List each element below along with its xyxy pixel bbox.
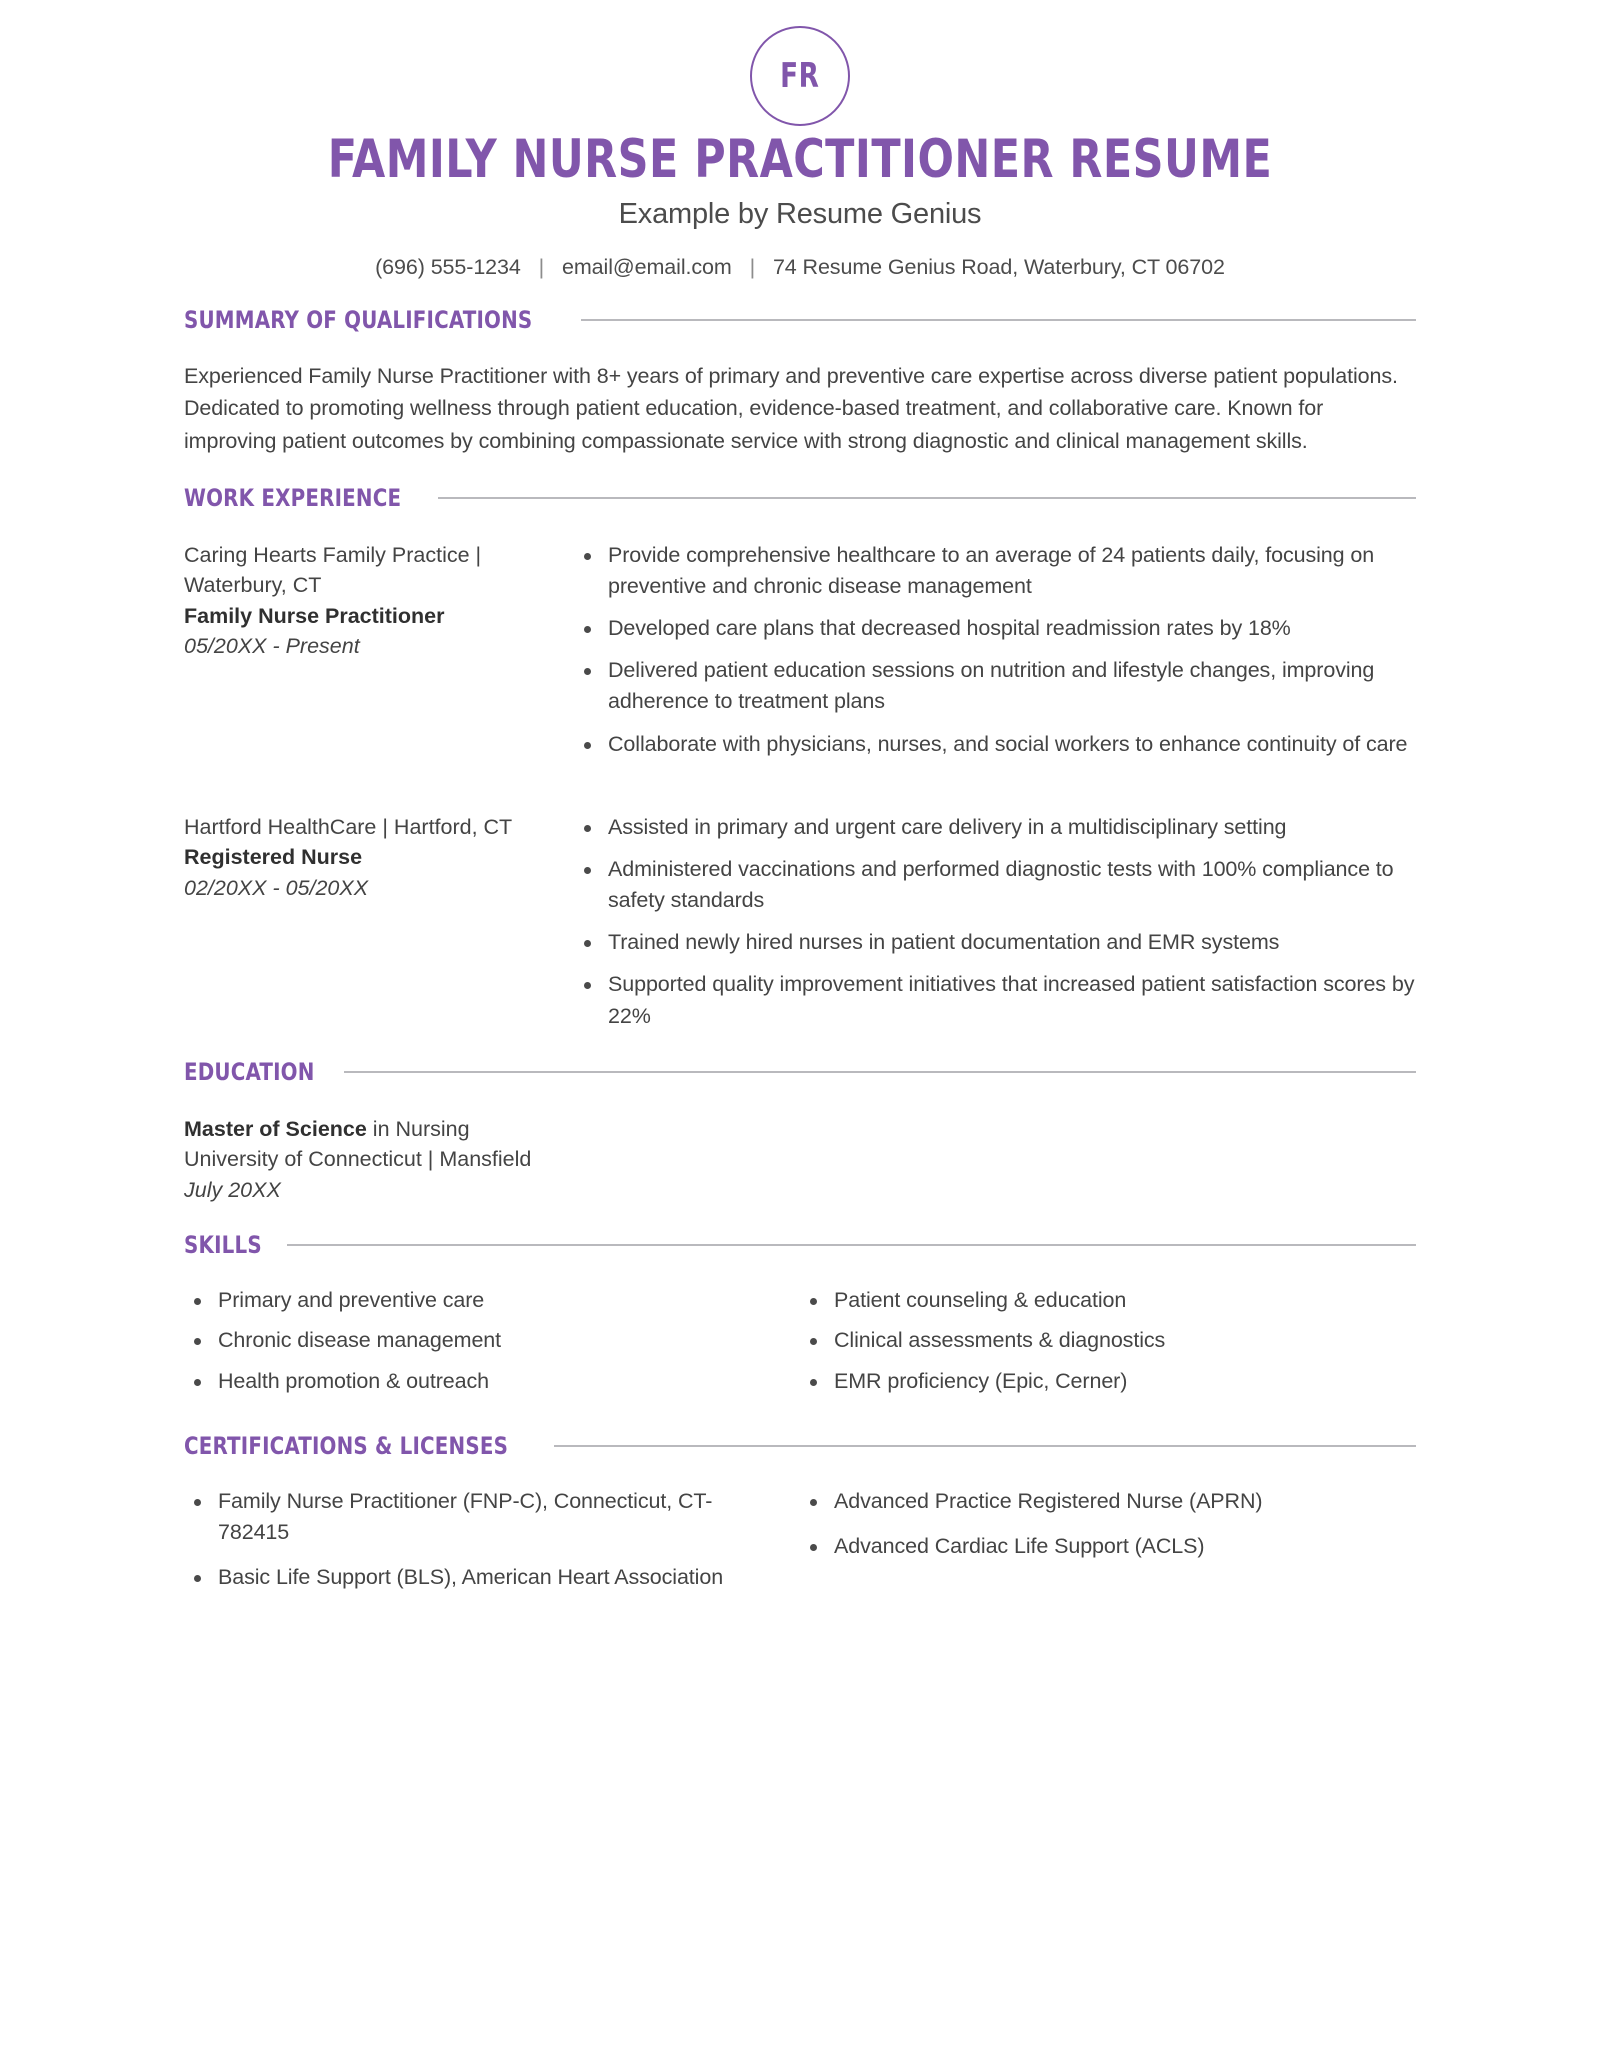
summary-heading-row — [184, 306, 1416, 334]
section-title-education: EDUCATION — [184, 1057, 315, 1086]
experience-meta — [184, 540, 574, 760]
page-bottom-spacer — [184, 1607, 1416, 1817]
list-item: Family Nurse Practitioner (FNP-C), Connecticut, CT-782415 — [184, 1486, 760, 1548]
education-entry — [184, 1114, 1416, 1206]
bullet-list — [184, 1285, 760, 1397]
list-item: Supported quality improvement initiatives that increased patient satisfaction scores by 22% — [574, 969, 1416, 1031]
list-item: Advanced Cardiac Life Support (ACLS) — [800, 1531, 1416, 1562]
section-title-skills: SKILLS — [184, 1231, 262, 1260]
section-work-experience — [184, 484, 1416, 1032]
experience-bullets — [574, 812, 1416, 1032]
skills-heading-row — [184, 1231, 1416, 1259]
bullet-list — [800, 1285, 1416, 1397]
education-school: University of Connecticut | Mansfield — [184, 1147, 532, 1172]
contact-separator-2: | — [749, 254, 756, 279]
certifications-column-right — [800, 1486, 1416, 1608]
bullet-list — [184, 1486, 760, 1594]
section-skills — [184, 1231, 1416, 1406]
section-summary — [184, 306, 1416, 458]
experience-company: Hartford HealthCare | Hartford, CT — [184, 814, 513, 839]
resume-header — [184, 0, 1416, 280]
education-degree-field: in Nursing — [366, 1116, 470, 1141]
work-heading-row — [184, 484, 1416, 512]
experience-entry — [184, 540, 1416, 760]
skills-columns — [184, 1285, 1416, 1406]
experience-dates: 05/20XX - Present — [184, 634, 360, 659]
list-item: Trained newly hired nurses in patient documentation and EMR systems — [574, 927, 1416, 958]
list-item: Patient counseling & education — [800, 1285, 1416, 1316]
experience-dates: 02/20XX - 05/20XX — [184, 875, 369, 900]
certifications-columns — [184, 1486, 1416, 1608]
section-title-certifications: CERTIFICATIONS & LICENSES — [184, 1431, 509, 1460]
list-item: Collaborate with physicians, nurses, and social workers to enhance continuity of care — [574, 729, 1416, 760]
list-item: Provide comprehensive healthcare to an average of 24 patients daily, focusing on preventive and chronic disease management — [574, 540, 1416, 602]
list-item: Primary and preventive care — [184, 1285, 760, 1316]
education-degree-line — [184, 1114, 1416, 1145]
section-rule — [581, 319, 1416, 321]
list-item: Delivered patient education sessions on nutrition and lifestyle changes, improving adherence to treatment plans — [574, 655, 1416, 717]
bullet-list — [574, 540, 1416, 760]
section-rule — [287, 1244, 1416, 1246]
list-item: Developed care plans that decreased hospital readmission rates by 18% — [574, 613, 1416, 644]
certifications-heading-row — [184, 1432, 1416, 1460]
education-degree: Master of Science — [184, 1116, 367, 1141]
section-rule — [344, 1071, 1416, 1073]
list-item: Clinical assessments & diagnostics — [800, 1325, 1416, 1356]
list-item: Advanced Practice Registered Nurse (APRN) — [800, 1486, 1416, 1517]
contact-address: 74 Resume Genius Road, Waterbury, CT 06702 — [772, 254, 1225, 279]
bullet-list — [800, 1486, 1416, 1562]
section-education — [184, 1058, 1416, 1206]
skills-column-left — [184, 1285, 800, 1406]
monogram-initials: FR — [780, 56, 820, 96]
certifications-column-left — [184, 1486, 800, 1608]
list-item: Chronic disease management — [184, 1325, 760, 1356]
list-item: EMR proficiency (Epic, Cerner) — [800, 1366, 1416, 1397]
page-title: FAMILY NURSE PRACTITIONER RESUME — [327, 129, 1273, 190]
experience-company: Caring Hearts Family Practice | Waterbury, CT — [184, 542, 482, 598]
experience-role: Family Nurse Practitioner — [184, 603, 445, 628]
education-date: July 20XX — [184, 1177, 281, 1202]
experience-role: Registered Nurse — [184, 845, 363, 870]
list-item: Assisted in primary and urgent care delivery in a multidisciplinary setting — [574, 812, 1416, 843]
resume-page — [184, 0, 1416, 1817]
education-heading-row — [184, 1058, 1416, 1086]
skills-column-right — [800, 1285, 1416, 1406]
section-title-work-experience: WORK EXPERIENCE — [184, 483, 402, 512]
list-item: Basic Life Support (BLS), American Heart Association — [184, 1562, 760, 1593]
list-item: Health promotion & outreach — [184, 1366, 760, 1397]
contact-email: email@email.com — [562, 254, 732, 279]
section-certifications — [184, 1432, 1416, 1608]
monogram-badge — [750, 26, 850, 126]
list-item: Administered vaccinations and performed diagnostic tests with 100% compliance to safety standards — [574, 854, 1416, 916]
experience-entry — [184, 812, 1416, 1032]
contact-line — [184, 255, 1416, 280]
resume-subtitle: Example by Resume Genius — [618, 197, 982, 230]
section-rule — [438, 497, 1416, 499]
contact-phone: (696) 555-1234 — [375, 254, 521, 279]
section-title-summary: SUMMARY OF QUALIFICATIONS — [184, 305, 533, 334]
bullet-list — [574, 812, 1416, 1032]
experience-meta — [184, 812, 574, 1032]
experience-bullets — [574, 540, 1416, 760]
summary-paragraph: Experienced Family Nurse Practitioner with 8+ years of primary and preventive care expertise across diverse patient populations. Dedicated to promoting wellness through patient education, evidence-based treatment, and collaborative care. Known for improving patient outcomes by combining compassionate service with strong diagnostic and clinical management skills. — [184, 363, 1398, 453]
section-rule — [554, 1445, 1416, 1447]
contact-separator-1: | — [538, 254, 545, 279]
